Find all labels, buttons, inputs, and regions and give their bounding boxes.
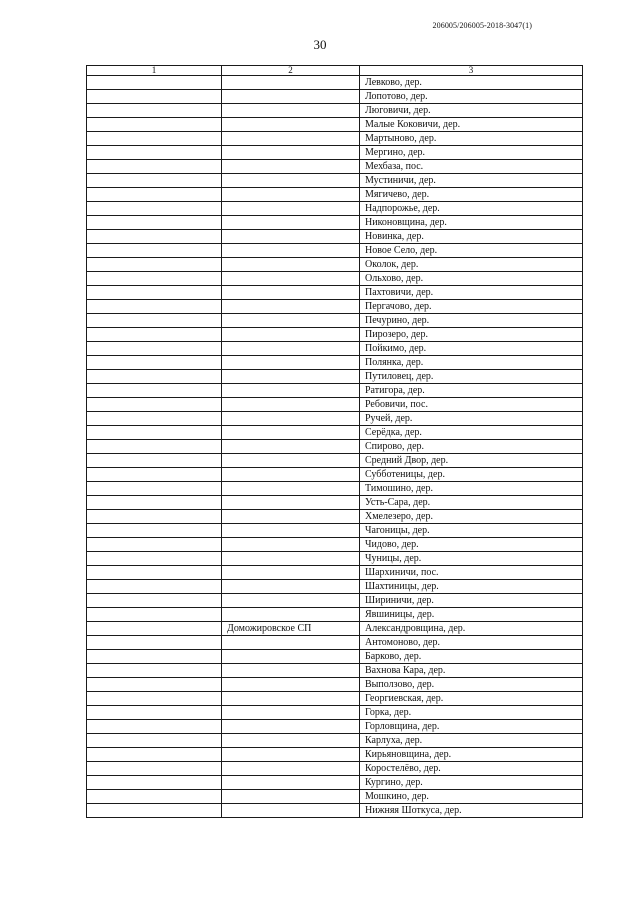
row-number-cell [87,734,222,748]
settlement-cell: Кирьяновщина, дер. [360,748,583,762]
table-row [87,160,583,174]
municipality-cell [222,76,360,90]
settlement-cell: Ольхово, дер. [360,272,583,286]
settlement-cell: Пахтовичи, дер. [360,286,583,300]
municipality-cell [222,258,360,272]
row-number-cell [87,216,222,230]
municipality-cell [222,188,360,202]
municipality-cell [222,342,360,356]
settlement-cell: Мошкино, дер. [360,790,583,804]
table-row [87,552,583,566]
municipality-cell [222,118,360,132]
municipality-cell [222,790,360,804]
settlement-cell: Серёдка, дер. [360,426,583,440]
settlement-cell: Мустиничи, дер. [360,174,583,188]
settlement-cell: Путиловец, дер. [360,370,583,384]
table-row [87,118,583,132]
row-number-cell [87,202,222,216]
settlement-cell: Люговичи, дер. [360,104,583,118]
municipality-cell [222,230,360,244]
row-number-cell [87,132,222,146]
row-number-cell [87,146,222,160]
row-number-cell [87,426,222,440]
table-row [87,482,583,496]
table-row [87,314,583,328]
row-number-cell [87,384,222,398]
table-row [87,468,583,482]
municipality-cell [222,174,360,188]
table-row [87,356,583,370]
settlement-cell: Нижняя Шоткуса, дер. [360,804,583,818]
settlement-cell: Шириничи, дер. [360,594,583,608]
table-row [87,244,583,258]
municipality-cell [222,692,360,706]
municipality-cell [222,272,360,286]
row-number-cell [87,370,222,384]
row-number-cell [87,678,222,692]
municipality-cell [222,314,360,328]
settlement-cell: Субботеницы, дер. [360,468,583,482]
table-row [87,734,583,748]
settlement-cell: Чидово, дер. [360,538,583,552]
table-row [87,776,583,790]
table-row [87,202,583,216]
municipality-cell [222,412,360,426]
table-row [87,300,583,314]
table-row [87,188,583,202]
settlement-cell: Пойкимо, дер. [360,342,583,356]
table-row [87,398,583,412]
municipality-cell [222,286,360,300]
settlement-cell: Ратигора, дер. [360,384,583,398]
municipality-cell [222,776,360,790]
row-number-cell [87,328,222,342]
row-number-cell [87,636,222,650]
municipality-cell [222,552,360,566]
municipality-cell [222,482,360,496]
settlement-cell: Александровщина, дер. [360,622,583,636]
settlement-cell: Чуницы, дер. [360,552,583,566]
table-row [87,426,583,440]
table-row [87,328,583,342]
municipality-cell [222,762,360,776]
municipality-cell [222,132,360,146]
municipality-cell [222,202,360,216]
settlement-cell: Малые Коковичи, дер. [360,118,583,132]
row-number-cell [87,258,222,272]
municipality-cell [222,160,360,174]
row-number-cell [87,538,222,552]
settlement-cell: Горка, дер. [360,706,583,720]
settlement-cell: Лопотово, дер. [360,90,583,104]
row-number-cell [87,76,222,90]
municipality-cell [222,216,360,230]
row-number-cell [87,776,222,790]
table-row [87,440,583,454]
table-row [87,454,583,468]
municipality-cell [222,440,360,454]
municipality-cell [222,468,360,482]
municipality-cell [222,748,360,762]
municipality-cell [222,244,360,258]
municipality-cell [222,580,360,594]
settlement-cell: Средний Двор, дер. [360,454,583,468]
municipality-cell [222,370,360,384]
settlement-cell: Спирово, дер. [360,440,583,454]
column-header-2: 2 [222,66,360,76]
row-number-cell [87,608,222,622]
municipality-cell [222,566,360,580]
settlement-cell: Ребовичи, пос. [360,398,583,412]
settlement-cell: Околок, дер. [360,258,583,272]
row-number-cell [87,510,222,524]
table-row [87,174,583,188]
row-number-cell [87,440,222,454]
row-number-cell [87,230,222,244]
row-number-cell [87,762,222,776]
table-row [87,608,583,622]
table-row [87,678,583,692]
settlement-cell: Выползово, дер. [360,678,583,692]
table-row [87,104,583,118]
table-row [87,692,583,706]
row-number-cell [87,790,222,804]
table-row [87,230,583,244]
settlement-cell: Никоновщина, дер. [360,216,583,230]
row-number-cell [87,188,222,202]
municipality-cell [222,300,360,314]
settlement-cell: Шахтиницы, дер. [360,580,583,594]
row-number-cell [87,160,222,174]
settlement-cell: Надпорожье, дер. [360,202,583,216]
row-number-cell [87,118,222,132]
settlement-cell: Мягичево, дер. [360,188,583,202]
table-row [87,272,583,286]
table-row [87,216,583,230]
row-number-cell [87,552,222,566]
row-number-cell [87,398,222,412]
municipality-cell [222,454,360,468]
table-row [87,636,583,650]
row-number-cell [87,566,222,580]
settlement-cell: Коростелёво, дер. [360,762,583,776]
municipality-cell [222,636,360,650]
settlement-cell: Мехбаза, пос. [360,160,583,174]
settlement-cell: Левково, дер. [360,76,583,90]
table-header-row [87,66,583,76]
settlement-cell: Усть-Сара, дер. [360,496,583,510]
table-row [87,90,583,104]
table-row [87,594,583,608]
table-row [87,720,583,734]
table-row [87,566,583,580]
table-row [87,622,583,636]
table-row [87,748,583,762]
municipality-cell [222,650,360,664]
table-row [87,146,583,160]
row-number-cell [87,692,222,706]
municipality-cell [222,594,360,608]
row-number-cell [87,342,222,356]
settlement-cell: Печурино, дер. [360,314,583,328]
settlement-cell: Горловщина, дер. [360,720,583,734]
settlement-cell: Тимошино, дер. [360,482,583,496]
settlement-cell: Мергино, дер. [360,146,583,160]
settlement-cell: Мартыново, дер. [360,132,583,146]
row-number-cell [87,272,222,286]
settlement-cell: Чагоницы, дер. [360,524,583,538]
municipality-cell [222,384,360,398]
table-row [87,384,583,398]
municipality-cell [222,734,360,748]
municipality-cell [222,90,360,104]
table-row [87,650,583,664]
table-row [87,412,583,426]
settlement-cell: Карлуха, дер. [360,734,583,748]
table-row [87,524,583,538]
municipality-cell [222,510,360,524]
table-body [87,76,583,818]
row-number-cell [87,356,222,370]
settlement-cell: Полянка, дер. [360,356,583,370]
row-number-cell [87,720,222,734]
table-row [87,664,583,678]
row-number-cell [87,412,222,426]
row-number-cell [87,650,222,664]
table-row [87,538,583,552]
settlement-cell: Новое Село, дер. [360,244,583,258]
row-number-cell [87,748,222,762]
municipality-cell [222,678,360,692]
settlement-cell: Шархиничи, пос. [360,566,583,580]
row-number-cell [87,496,222,510]
table-row [87,258,583,272]
row-number-cell [87,664,222,678]
row-number-cell [87,482,222,496]
settlement-cell: Антомоново, дер. [360,636,583,650]
municipality-cell: Доможировское СП [222,622,360,636]
municipality-cell [222,720,360,734]
settlement-cell: Ручей, дер. [360,412,583,426]
municipality-cell [222,398,360,412]
row-number-cell [87,454,222,468]
table-row [87,132,583,146]
municipality-cell [222,356,360,370]
table-row [87,790,583,804]
table-row [87,496,583,510]
settlement-cell: Пирозеро, дер. [360,328,583,342]
municipality-cell [222,524,360,538]
municipality-cell [222,804,360,818]
settlement-cell: Новинка, дер. [360,230,583,244]
municipality-cell [222,104,360,118]
municipality-cell [222,426,360,440]
table-row [87,706,583,720]
table-row [87,76,583,90]
settlement-cell: Хмелезеро, дер. [360,510,583,524]
row-number-cell [87,524,222,538]
municipality-cell [222,496,360,510]
table-row [87,342,583,356]
row-number-cell [87,622,222,636]
table-row [87,580,583,594]
settlement-cell: Пергачово, дер. [360,300,583,314]
municipality-cell [222,538,360,552]
municipality-cell [222,608,360,622]
row-number-cell [87,244,222,258]
settlement-cell: Явшиницы, дер. [360,608,583,622]
municipality-cell [222,146,360,160]
row-number-cell [87,314,222,328]
row-number-cell [87,468,222,482]
row-number-cell [87,580,222,594]
row-number-cell [87,594,222,608]
column-header-1: 1 [87,66,222,76]
row-number-cell [87,706,222,720]
column-header-3: 3 [360,66,583,76]
settlement-cell: Вахнова Кара, дер. [360,664,583,678]
table-row [87,804,583,818]
row-number-cell [87,174,222,188]
settlement-cell: Георгиевская, дер. [360,692,583,706]
municipality-cell [222,328,360,342]
page-number: 30 [313,37,327,52]
row-number-cell [87,300,222,314]
municipality-cell [222,706,360,720]
row-number-cell [87,104,222,118]
row-number-cell [87,804,222,818]
document-id: 206005/206005-2018-3047(1) [432,21,532,30]
municipality-cell [222,664,360,678]
table-row [87,510,583,524]
table-row [87,286,583,300]
row-number-cell [87,286,222,300]
settlements-table [86,65,583,818]
row-number-cell [87,90,222,104]
settlement-cell: Кургино, дер. [360,776,583,790]
table-row [87,370,583,384]
table-row [87,762,583,776]
settlement-cell: Барково, дер. [360,650,583,664]
